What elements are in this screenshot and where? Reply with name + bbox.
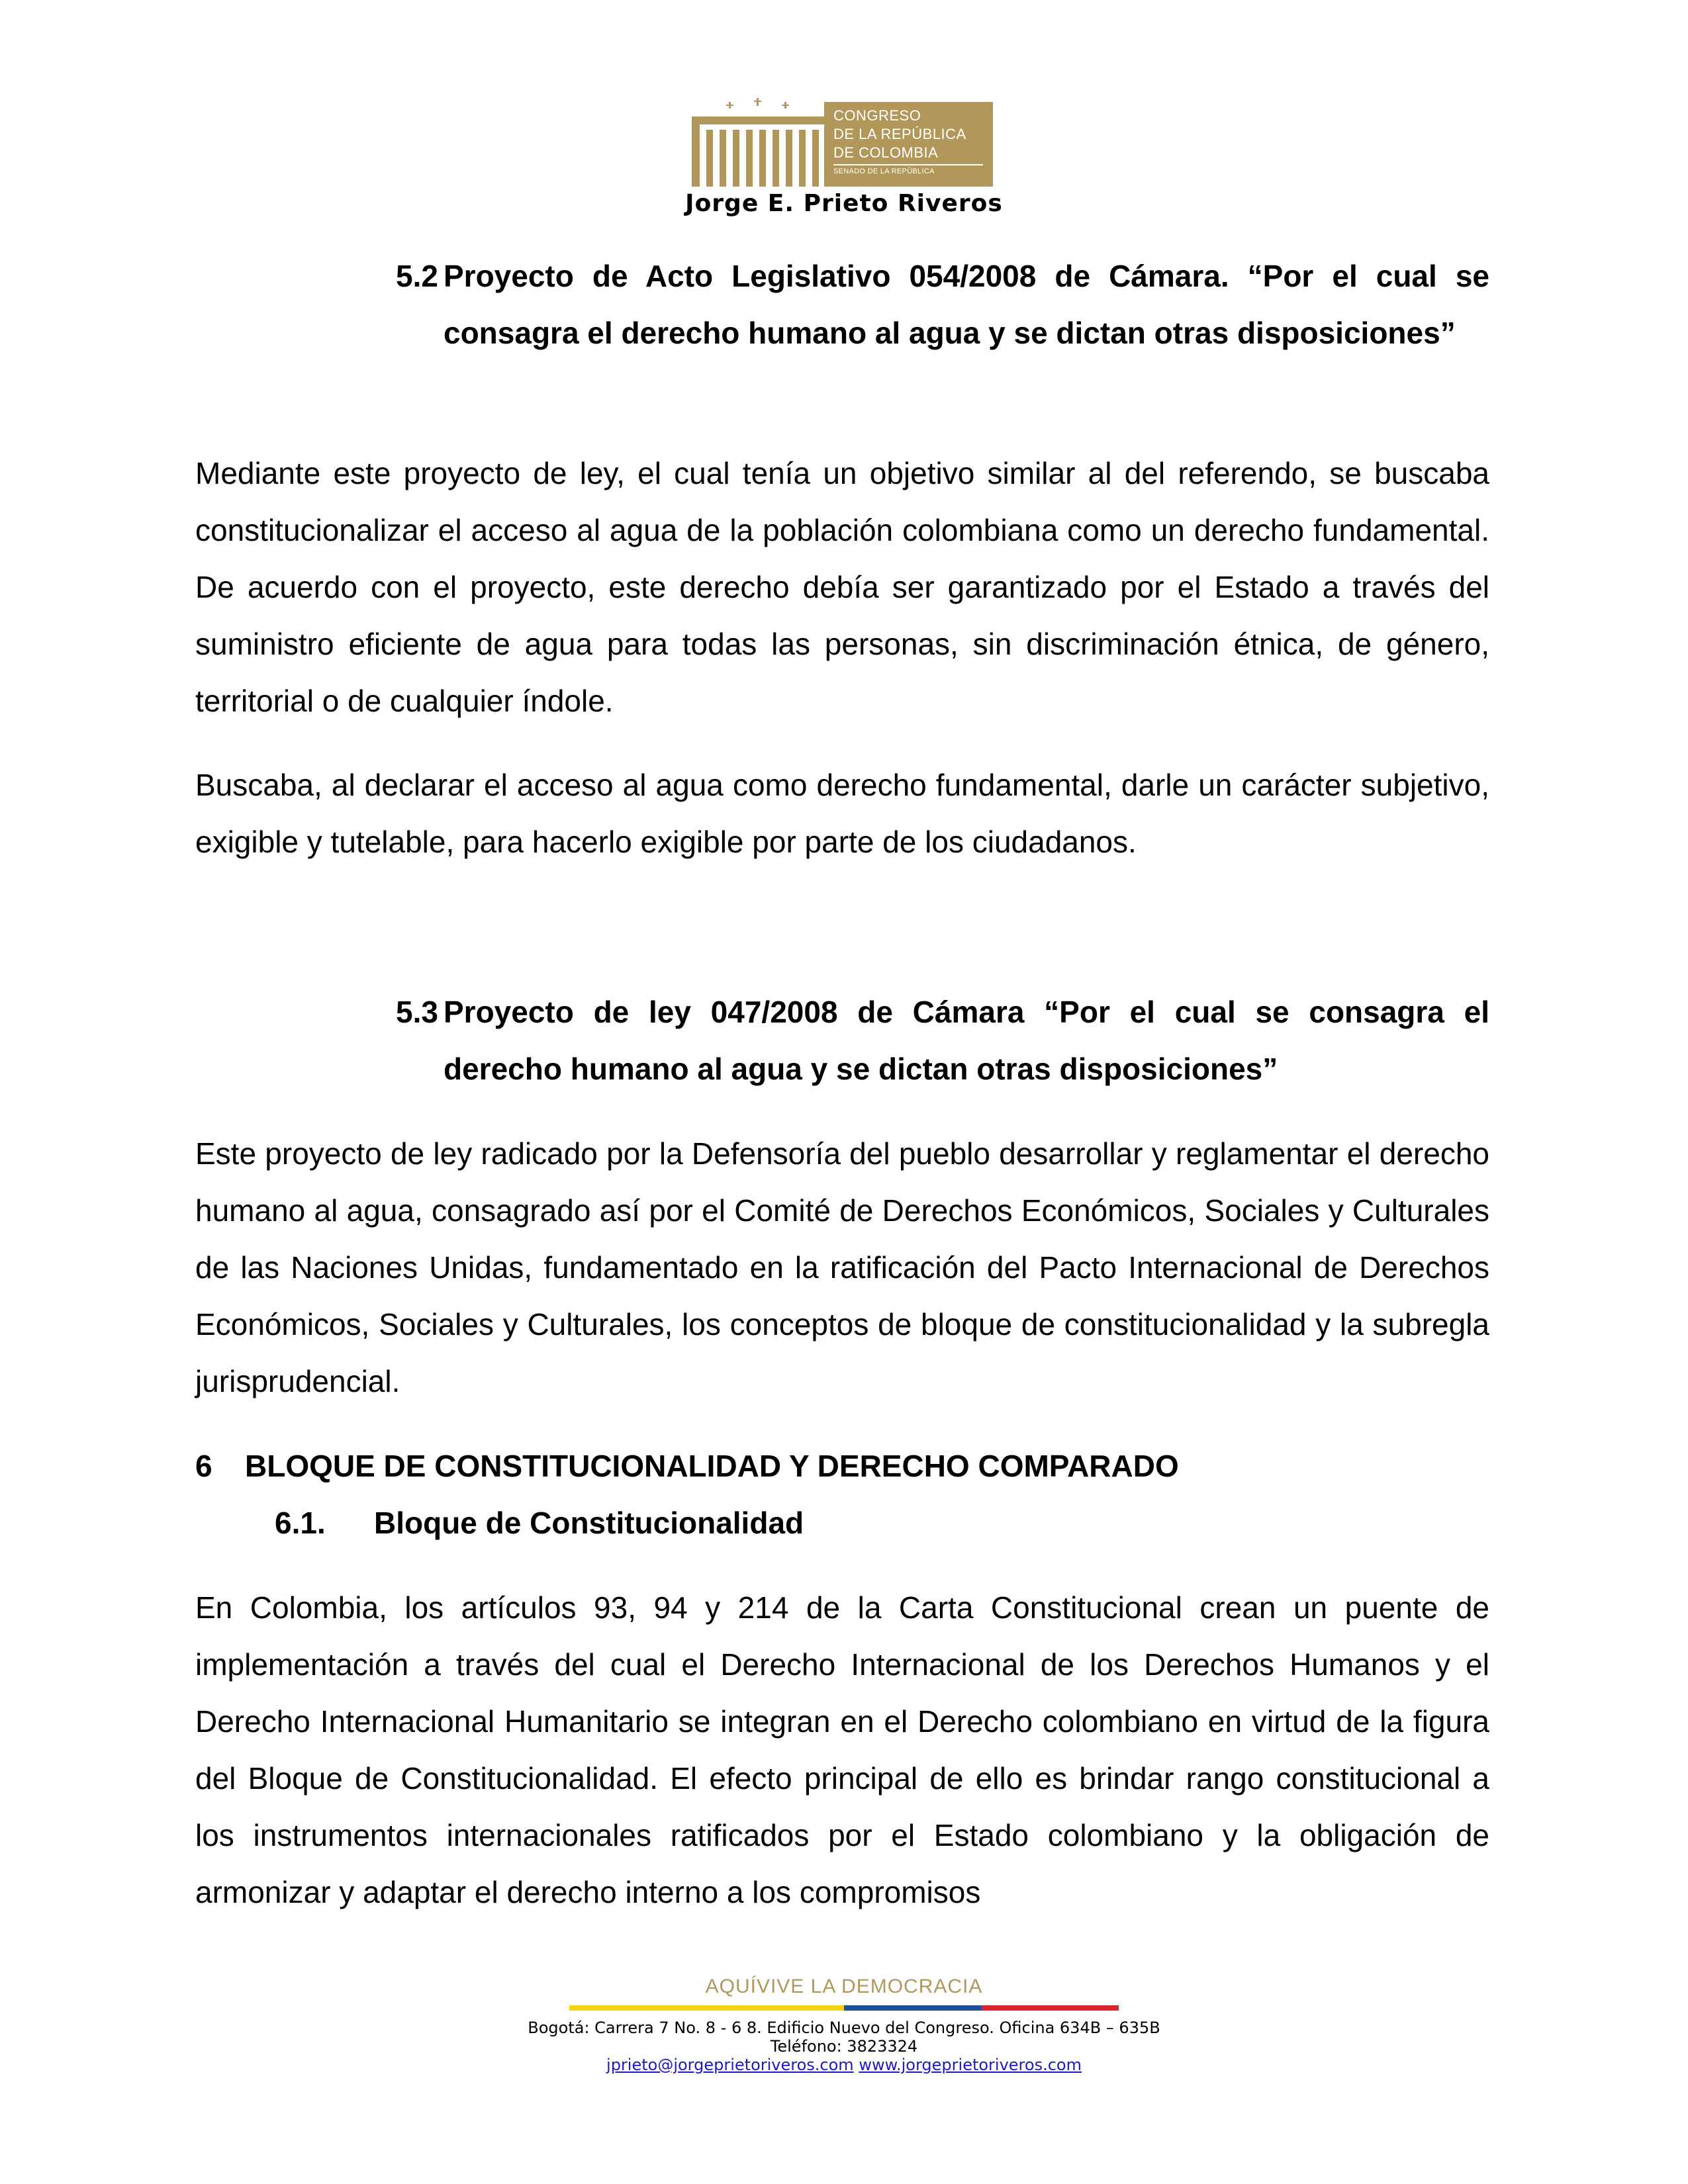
paragraph: En Colombia, los artículos 93, 94 y 214 de la Carta Constitucional crean un puente de implementación a través del cual el Derecho Internacional de los Derechos Humanos y el Derecho Internacional Humanitario se integran en el Derecho colombiano en virtud de la figura del Bloque de Constitucionalidad. El efecto principal de ello es brindar rango constitucional a los instrumentos internacionales ratificados por el Estado colombiano y la obligación de armonizar y adaptar el derecho interno a los compromisos [195,1590,1489,1909]
footer-slogan: AQUÍVIVE LA DEMOCRACIA [705,1976,983,1997]
congress-logo [824,102,993,187]
paragraph: Este proyecto de ley radicado por la Defensoría del pueblo desarrollar y reglamentar el derecho humano al agua, consagrado así por el Comité de Derechos Económicos, Sociales y Culturales de las Naciones Unidas, fundamentado en la ratificación del Pacto Internacional de Derechos Económicos, Sociales y Culturales, los conceptos de bloque de constitucionalidad y la subregla jurisprudencial. [195,1136,1489,1398]
author-name: Jorge E. Prieto Riveros [685,190,1003,217]
logo-line: CONGRESO [833,107,921,124]
section-title: Proyecto de Acto Legislativo 054/2008 de Cámara. “Por el cual se consagra el derecho humano al agua y se dictan otras disposiciones” [444,259,1489,350]
footer-phone: Teléfono: 3823324 [770,2037,918,2056]
paragraph: Mediante este proyecto de ley, el cual tenía un objetivo similar al del referendo, se buscaba constitucionalizar el acceso al agua de la población colombiana como un derecho fundamental. De acuerdo con el proyecto, este derecho debía ser garantizado por el Estado a través del suministro eficiente de agua para todas las personas, sin discriminación étnica, de género, territorial o de cualquier índole. [195,456,1489,718]
flag-yellow-segment [569,2005,844,2011]
capitol-building-icon [692,97,824,187]
chapter-heading-6 [195,1437,1179,1494]
website-link[interactable]: www.jorgeprietoriveros.com [859,2056,1082,2074]
flag-red-segment [982,2005,1119,2011]
logo-line: DE COLOMBIA [833,144,939,161]
logo-line: SENADO DE LA REPÚBLICA [833,167,935,175]
email-link[interactable]: jprieto@jorgeprietoriveros.com [606,2056,854,2074]
section-number: 5.2 [396,259,438,293]
subsection-number: 6.1. [275,1506,326,1540]
footer-address: Bogotá: Carrera 7 No. 8 - 6 8. Edificio Nuevo del Congreso. Oficina 634B – 635B [528,2019,1160,2037]
logo-divider [833,164,983,165]
section-heading-5-2 [396,248,1489,361]
chapter-title: BLOQUE DE CONSTITUCIONALIDAD Y DERECHO COMPARADO [245,1449,1179,1483]
section-heading-5-3 [396,983,1489,1097]
paragraph: Buscaba, al declarar el acceso al agua como derecho fundamental, darle un carácter subjetivo, exigible y tutelable, para hacerlo exigible por parte de los ciudadanos. [195,768,1489,859]
subsection-heading-6-1 [275,1494,804,1551]
footer-links [0,2056,1688,2074]
logo-line: DE LA REPÚBLICA [833,126,966,142]
subsection-title: Bloque de Constitucionalidad [374,1506,804,1540]
section-title: Proyecto de ley 047/2008 de Cámara “Por el cual se consagra el derecho humano al agua y se dictan otras disposiciones” [444,995,1489,1086]
flag-blue-segment [844,2005,982,2011]
section-number: 5.3 [396,995,438,1029]
chapter-number: 6 [195,1449,212,1483]
colombia-flag-stripe [569,2005,1119,2011]
